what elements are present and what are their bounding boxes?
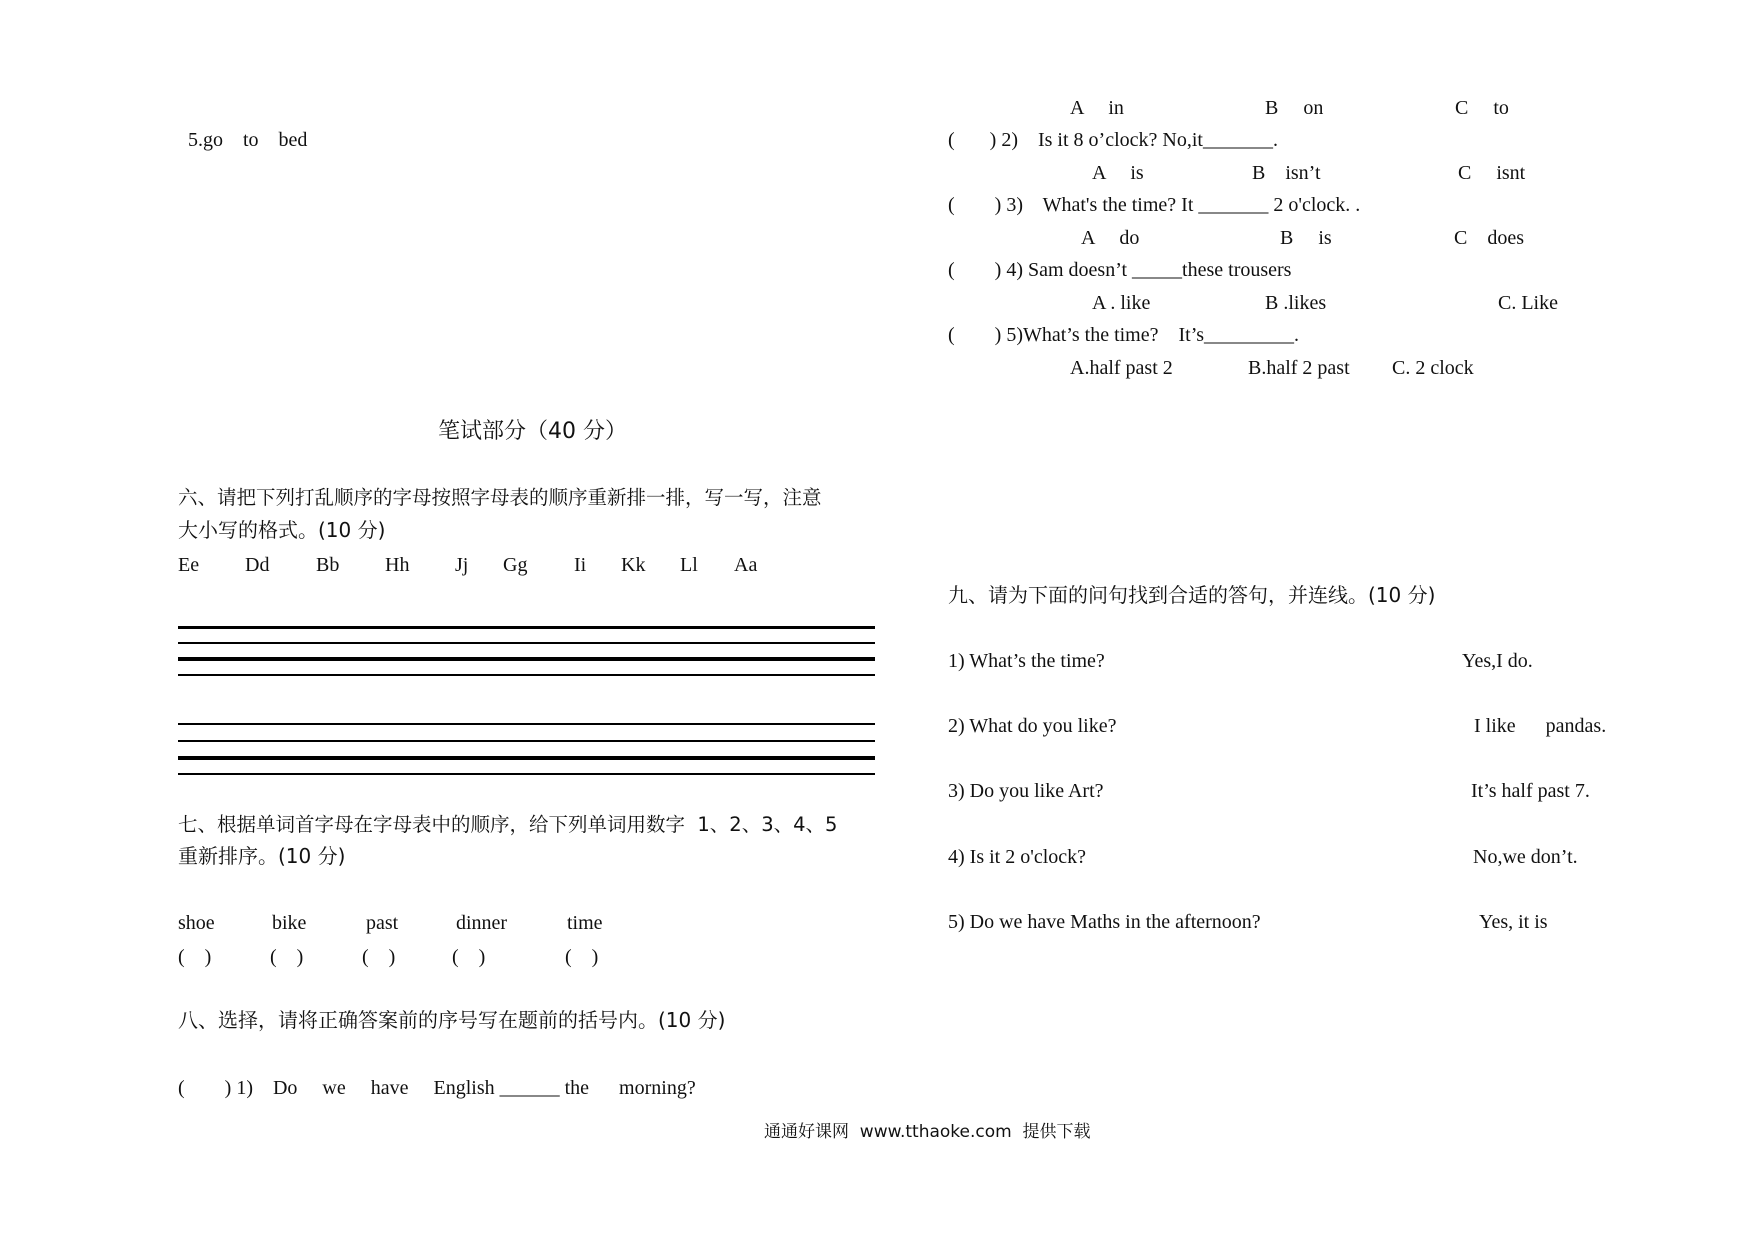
q8-question-3: ( ) 3) What's the time? It _______ 2 o'clock. . [948, 194, 1361, 216]
q9-answer[interactable]: I like pandas. [1474, 715, 1607, 737]
q8-q2-option-b: B isn’t [1252, 162, 1321, 184]
q8-q1-option-a: A in [1070, 97, 1124, 119]
q6-title-line1: 六、请把下列打乱顺序的字母按照字母表的顺序重新排一排，写一写，注意 [178, 486, 822, 509]
letter: Ee [178, 554, 200, 576]
letter: Hh [385, 554, 410, 576]
q9-question[interactable]: 4) Is it 2 o'clock? [948, 846, 1087, 868]
word: shoe [178, 912, 215, 934]
footer-source: 通通好课网 www.tthaoke.com 提供下载 [764, 1122, 1091, 1142]
q6-title-line2: 大小写的格式。(10 分) [178, 518, 386, 542]
writing-line [178, 657, 875, 661]
answer-blank[interactable]: ( ) [452, 946, 486, 968]
q8-q4-option-b: B .likes [1265, 292, 1327, 314]
writing-line [178, 723, 875, 725]
q8-q2-option-c: C isnt [1458, 162, 1526, 184]
item-5-go-to-bed: 5.go to bed [188, 129, 308, 151]
q9-question[interactable]: 3) Do you like Art? [948, 780, 1104, 802]
q8-q3-option-c: C does [1454, 227, 1524, 249]
answer-blank[interactable]: ( ) [178, 946, 212, 968]
q8-q1-option-b: B on [1265, 97, 1324, 119]
writing-line [178, 674, 875, 676]
letter: Aa [734, 554, 758, 576]
writing-line [178, 642, 875, 644]
q8-q4-option-a: A . like [1092, 292, 1151, 314]
q9-answer[interactable]: Yes, it is [1479, 911, 1548, 933]
q9-title: 九、请为下面的问句找到合适的答句，并连线。(10 分) [948, 583, 1436, 607]
q8-q4-option-c: C. Like [1498, 292, 1558, 314]
q8-question-5: ( ) 5)What’s the time? It’s_________. [948, 324, 1300, 346]
q8-q5-option-c: C. 2 clock [1392, 357, 1474, 379]
answer-blank[interactable]: ( ) [270, 946, 304, 968]
q9-question[interactable]: 5) Do we have Maths in the afternoon? [948, 911, 1261, 933]
answer-blank[interactable]: ( ) [565, 946, 599, 968]
q8-title: 八、选择，请将正确答案前的序号写在题前的括号内。(10 分) [178, 1008, 726, 1032]
word: bike [272, 912, 307, 934]
letter: Jj [455, 554, 469, 576]
q8-question-4: ( ) 4) Sam doesn’t _____these trousers [948, 259, 1292, 281]
answer-blank[interactable]: ( ) [362, 946, 396, 968]
q8-q3-option-a: A do [1081, 227, 1140, 249]
word: dinner [456, 912, 508, 934]
q8-q3-option-b: B is [1280, 227, 1332, 249]
q8-q2-option-a: A is [1092, 162, 1144, 184]
letter: Ii [574, 554, 587, 576]
q8-question-1: ( ) 1) Do we have English ______ the morning? [178, 1077, 696, 1099]
written-section-title: 笔试部分（40 分） [438, 419, 627, 444]
q9-answer[interactable]: No,we don’t. [1473, 846, 1578, 868]
letter: Gg [503, 554, 528, 576]
writing-line [178, 740, 875, 742]
q9-answer[interactable]: It’s half past 7. [1471, 780, 1590, 802]
writing-line [178, 626, 875, 629]
word: time [567, 912, 603, 934]
q8-question-2: ( ) 2) Is it 8 o’clock? No,it_______. [948, 129, 1278, 151]
letter: Dd [245, 554, 270, 576]
q7-title-line1: 七、根据单词首字母在字母表中的顺序，给下列单词用数字 1、2、3、4、5 [178, 813, 838, 836]
writing-line [178, 756, 875, 760]
letter: Bb [316, 554, 340, 576]
q9-answer[interactable]: Yes,I do. [1462, 650, 1533, 672]
letter: Ll [680, 554, 698, 576]
word: past [366, 912, 399, 934]
writing-line [178, 773, 875, 775]
q8-q1-option-c: C to [1455, 97, 1509, 119]
q8-q5-option-b: B.half 2 past [1248, 357, 1350, 379]
q8-q5-option-a: A.half past 2 [1070, 357, 1173, 379]
q9-question[interactable]: 2) What do you like? [948, 715, 1117, 737]
q9-question[interactable]: 1) What’s the time? [948, 650, 1105, 672]
q7-title-line2: 重新排序。(10 分) [178, 844, 346, 868]
letter: Kk [621, 554, 646, 576]
